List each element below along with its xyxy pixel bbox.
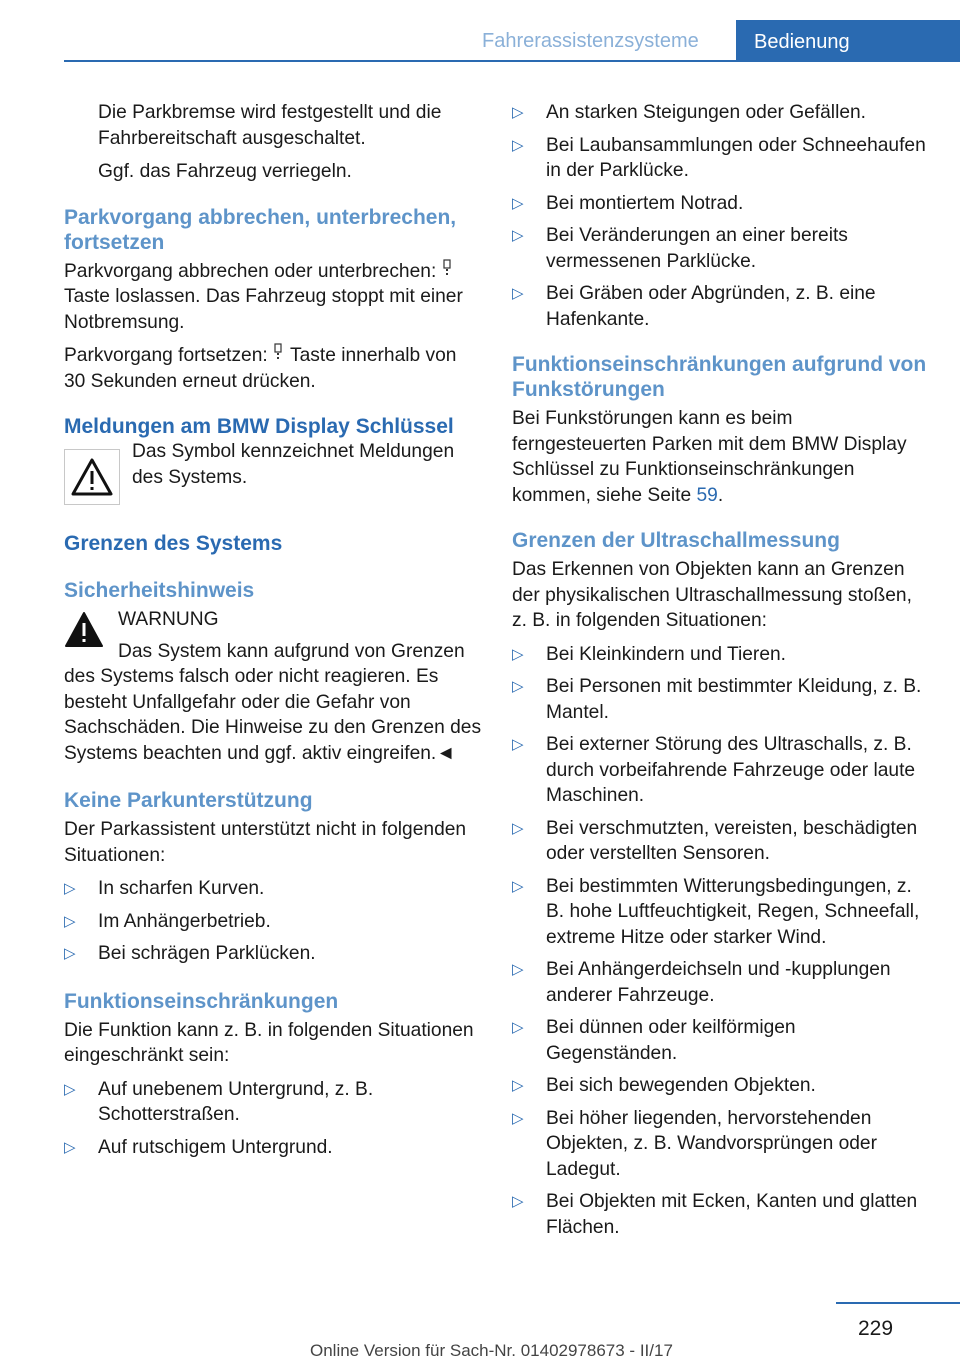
page-number: 229 xyxy=(858,1317,894,1340)
warning-block xyxy=(64,607,482,664)
page-link[interactable]: 59 xyxy=(696,484,718,506)
list-item: ▷ Bei sich bewegenden Objekten. xyxy=(512,1073,932,1099)
section-tab xyxy=(736,20,960,62)
list-item: ▷ Bei bestimmten Witterungsbedingungen, z. B. hohe Luftfeuchtigkeit, Regen, Schneefall, extreme Hitze oder starker Wind. xyxy=(512,875,920,948)
conditions-list xyxy=(512,100,932,332)
list-item: ▷ Auf unebenem Untergrund, z. B. Schotterstraßen. xyxy=(64,1078,374,1125)
warning-text: des Systems falsch oder nicht reagieren. Es besteht Unfallgefahr oder die Gefahr von Sachschäden. Die Hinweise zu den Grenzen des Systems beachten und ggf. aktiv eingreifen.◄ xyxy=(64,666,482,764)
warning-text-first-line: Das System kann aufgrund von Grenzen xyxy=(118,640,465,662)
list-item: ▷ Bei Anhängerdeichseln und -kupplungen anderer Fahrzeuge. xyxy=(512,959,891,1006)
abbrechen-text-b: Taste loslassen. Das Fahrzeug stoppt mit einer Notbremsung. xyxy=(64,286,463,333)
bullet-triangle-icon: ▷ xyxy=(64,1080,76,1098)
bullet-triangle-icon: ▷ xyxy=(512,877,524,895)
fortsetzen-paragraph xyxy=(64,343,482,394)
warning-head xyxy=(118,607,465,664)
bullet-triangle-icon: ▷ xyxy=(512,819,524,837)
heading-meldungen: Meldungen am BMW Display Schlüssel xyxy=(64,415,454,438)
warning-triangle-outline-icon xyxy=(64,449,120,505)
list-item: ▷ Bei Personen mit bestimmter Kleidung, z. B. Mantel. xyxy=(512,676,922,723)
heading-keine-parkunterstuetzung: Keine Parkunterstützung xyxy=(64,789,313,812)
funk-text: Bei Funkstörungen kann es beim ferngesteuerten Parken mit dem BMW Display Schlüssel zu Funktionseinschränkungen kommen, siehe Seite xyxy=(512,408,907,506)
page-header xyxy=(0,0,960,62)
list-item: ▷ Bei Kleinkindern und Tieren. xyxy=(512,642,932,668)
list-item: ▷ Auf rutschigem Untergrund. xyxy=(64,1135,482,1161)
header-rule xyxy=(64,60,740,62)
warning-title: WARNUNG xyxy=(118,609,219,630)
list-item: ▷ Bei Laubansammlungen oder Schneehaufen in der Parklücke. xyxy=(512,134,926,181)
bullet-triangle-icon: ▷ xyxy=(512,1077,524,1094)
list-item: ▷ Bei Veränderungen an einer bereits vermessenen Parklücke. xyxy=(512,225,848,272)
bullet-triangle-icon: ▷ xyxy=(512,736,524,753)
list-item: ▷ Bei verschmutzten, vereisten, beschädigten oder verstellten Sensoren. xyxy=(512,817,918,864)
section-title: Bedienung xyxy=(754,31,850,53)
fortsetzen-text-b: Taste innerhalb von 30 Sekunden erneut drücken. xyxy=(64,345,457,392)
bullet-triangle-icon: ▷ xyxy=(512,961,524,978)
footer-version: Online Version für Sach-Nr. 01402978673 - II/17 xyxy=(310,1341,673,1360)
bullet-triangle-icon: ▷ xyxy=(512,227,524,244)
list-item: ▷ Bei schrägen Parklücken. xyxy=(64,941,482,967)
funk-paragraph: Bei Funkstörungen kann es beim ferngesteuerten Parken mit dem BMW Display Schlüssel zu Funktionseinschränkungen kommen, siehe Seite 59. xyxy=(512,408,907,506)
bullet-triangle-icon: ▷ xyxy=(512,1193,524,1210)
heading-ultraschallmessung: Grenzen der Ultraschallmessung xyxy=(512,529,840,552)
chapter-title: Fahrerassistenzsysteme xyxy=(482,30,699,52)
list-item: ▷ Bei dünnen oder keilförmigen Gegenständen. xyxy=(512,1017,796,1064)
page-number-rule xyxy=(836,1302,960,1304)
list-item: ▷ In scharfen Kurven. xyxy=(64,876,482,902)
keine-text: Der Parkassistent unterstützt nicht in folgenden Situationen: xyxy=(64,819,467,866)
bullet-triangle-icon: ▷ xyxy=(512,104,524,121)
park-button-icon xyxy=(442,259,454,279)
fortsetzen-text-a: Parkvorgang fortsetzen: xyxy=(64,345,268,366)
bullet-triangle-icon: ▷ xyxy=(64,1138,76,1156)
bullet-triangle-icon: ▷ xyxy=(512,678,524,695)
list-item: ▷ Bei höher liegenden, hervorstehenden Objekten, z. B. Wandvorsprüngen oder Ladegut. xyxy=(512,1107,877,1180)
list-item: ▷ Bei Gräben oder Abgründen, z. B. eine Hafenkante. xyxy=(512,283,876,330)
bullet-triangle-icon: ▷ xyxy=(512,285,524,302)
list-item: ▷ An starken Steigungen oder Gefällen. xyxy=(512,100,932,126)
meldungen-text: Das Symbol kennzeichnet Meldungen des Systems. xyxy=(132,441,455,488)
bullet-triangle-icon: ▷ xyxy=(512,1109,524,1127)
right-column xyxy=(512,100,932,1247)
heading-parkvorgang-abbrechen: Parkvorgang abbrechen, unterbrechen, fortsetzen xyxy=(64,205,457,254)
heading-sicherheitshinweis: Sicherheitshinweis xyxy=(64,579,255,602)
bullet-triangle-icon: ▷ xyxy=(64,912,76,930)
bullet-triangle-icon: ▷ xyxy=(512,645,524,663)
heading-grenzen-des-systems: Grenzen des Systems xyxy=(64,532,283,555)
bullet-triangle-icon: ▷ xyxy=(64,945,76,962)
bullet-triangle-icon: ▷ xyxy=(512,1019,524,1036)
abbrechen-text-a: Parkvorgang abbrechen oder unterbrechen: xyxy=(64,260,437,282)
park-button-icon xyxy=(273,343,285,363)
funktion-list xyxy=(64,1077,482,1161)
heading-funktionseinschraenkungen: Funktionseinschränkungen xyxy=(64,989,339,1013)
bullet-triangle-icon: ▷ xyxy=(512,136,524,154)
list-item: ▷ Im Anhängerbetrieb. xyxy=(64,909,482,935)
bullet-triangle-icon: ▷ xyxy=(512,194,524,212)
keine-list xyxy=(64,876,482,967)
abbrechen-paragraph xyxy=(64,259,482,336)
left-column xyxy=(64,100,482,1167)
ultra-text: Das Erkennen von Objekten kann an Grenzen der physikalischen Ultraschallmessung stoßen, z. B. in folgenden Situationen: xyxy=(512,559,912,631)
meldungen-symbol-row xyxy=(64,443,482,505)
intro-paragraph-2: Ggf. das Fahrzeug verriegeln. xyxy=(98,161,352,182)
funktion-text: Die Funktion kann z. B. in folgenden Situationen eingeschränkt sein: xyxy=(64,1019,474,1066)
warning-triangle-icon xyxy=(64,611,104,649)
list-item: ▷ Bei montiertem Notrad. xyxy=(512,191,932,217)
intro-paragraph-1: Die Parkbremse wird festgestellt und die Fahrbereitschaft ausgeschaltet. xyxy=(98,102,442,149)
bullet-triangle-icon: ▷ xyxy=(64,880,76,897)
list-item: ▷ Bei externer Störung des Ultraschalls, z. B. durch vorbeifahrende Fahrzeuge oder laute Maschinen. xyxy=(512,734,916,806)
list-item: ▷ Bei Objekten mit Ecken, Kanten und glatten Flächen. xyxy=(512,1191,918,1238)
ultra-list xyxy=(512,642,932,1241)
heading-funkstoerungen: Funktionseinschränkungen aufgrund von Funkstörungen xyxy=(512,353,927,401)
